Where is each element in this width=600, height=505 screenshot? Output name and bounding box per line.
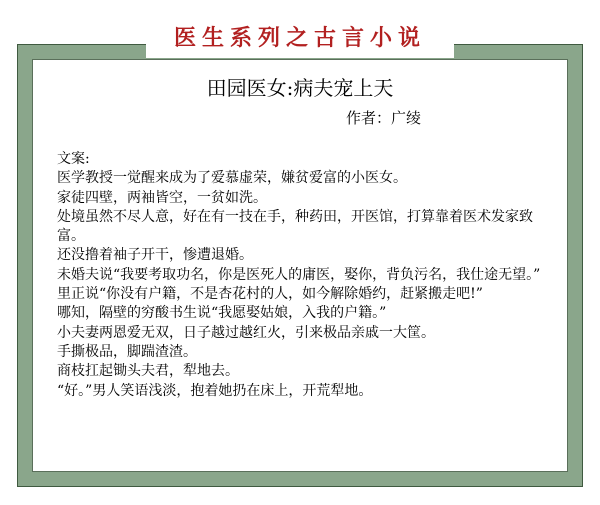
synopsis (57, 150, 557, 401)
synopsis-paragraph: 哪知，隔壁的穷酸书生说“我愿娶姑娘，入我的户籍。” (57, 305, 387, 322)
synopsis-paragraph: 医学教授一觉醒来成为了爱慕虚荣，嫌贫爱富的小医女。 (57, 170, 407, 187)
synopsis-paragraph: 家徒四壁，两袖皆空，一贫如洗。 (57, 189, 267, 206)
synopsis-paragraph: 里正说“你没有户籍，不是杏花村的人，如今解除婚约，赶紧搬走吧!” (57, 286, 483, 303)
synopsis-paragraph: 处境虽然不尽人意，好在有一技在手，种药田，开医馆，打算靠着医术发家致富。 (57, 208, 533, 245)
book-author: 作者：广绫 (346, 109, 422, 127)
synopsis-paragraph: “好。”男人笑语浅淡，抱着她扔在床上，开荒犁地。 (57, 382, 373, 399)
synopsis-paragraph: 商枝扛起锄头夫君，犁地去。 (57, 363, 239, 380)
series-banner-text: 医生系列之古言小说 (173, 25, 426, 51)
book-title: 田园医女:病夫宠上天 (206, 76, 394, 100)
synopsis-paragraph: 手撕极品，脚踹渣渣。 (57, 343, 197, 360)
synopsis-paragraph: 未婚夫说“我要考取功名，你是医死人的庸医，娶你，背负污名，我仕途无望。” (57, 266, 541, 283)
synopsis-label: 文案: (57, 151, 90, 167)
series-banner (146, 18, 454, 58)
synopsis-paragraph: 小夫妻两恩爱无双，日子越过越红火，引来极品亲戚一大筐。 (57, 324, 435, 341)
synopsis-paragraph: 还没撸着袖子开干，惨遭退婚。 (57, 247, 253, 264)
